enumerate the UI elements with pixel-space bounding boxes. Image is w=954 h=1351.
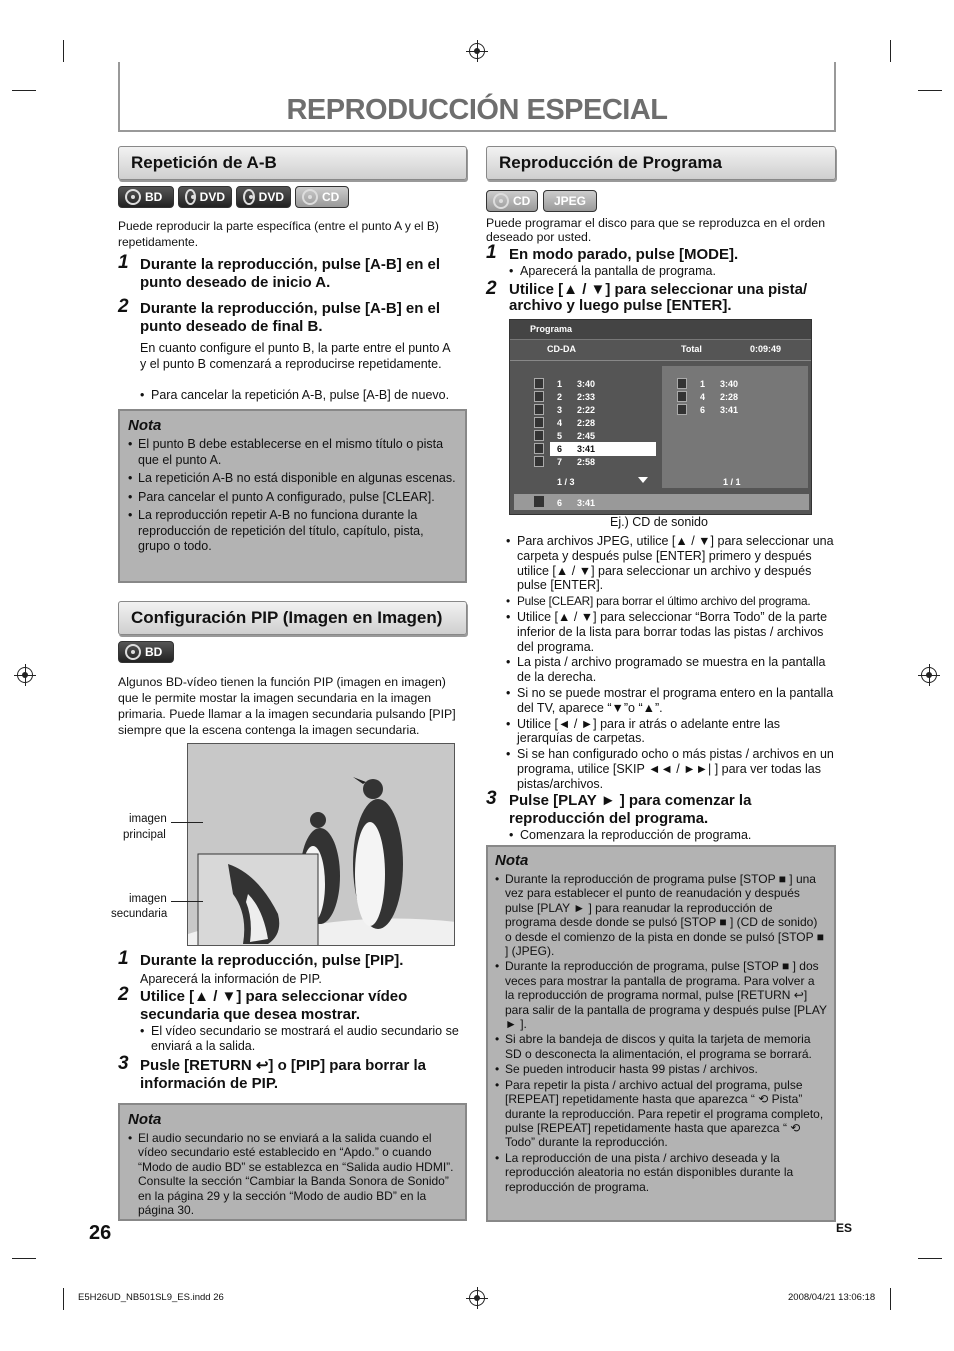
track-time: 2:28 — [720, 392, 739, 402]
track-time: 2:45 — [577, 431, 596, 441]
page-number: 26 — [89, 1222, 112, 1244]
program-bullet: • Para archivos JPEG, utilice [▲ / ▼] para seleccionar una carpeta y después pulse [ENTER] primero y después utilice [▲ / ▼] para seleccionar un archivo y después pulse [ENTER]. — [506, 534, 836, 593]
track-number: 6 — [700, 405, 706, 415]
program-bullet: • Si no se puede mostrar el programa entero en la pantalla del TV, aparece “▼”o “▲”. — [506, 686, 836, 716]
note-title: Nota — [128, 1111, 162, 1128]
registration-mark-icon — [469, 1290, 485, 1306]
note-item: • Para cancelar el punto A configurado, pulse [CLEAR]. — [128, 490, 457, 506]
note-title: Nota — [495, 852, 529, 869]
ab-step-1: Durante la reproducción, pulse [A-B] en el punto deseado de inicio A. — [140, 256, 441, 291]
ab-step-2-bullet: • Para cancelar la repetición A-B, pulse [A-B] de nuevo. — [140, 388, 470, 403]
track-time: 3:41 — [720, 405, 739, 415]
track-number: 7 — [557, 457, 563, 467]
step-number: 1 — [118, 252, 129, 273]
leader-line — [171, 822, 203, 823]
track-time: 2:28 — [577, 418, 596, 428]
footer-file: E5H26UD_NB501SL9_ES.indd 26 — [78, 1292, 224, 1303]
step-number: 2 — [118, 984, 129, 1005]
label-sec-2: secundaria — [111, 908, 168, 920]
screen-total-time: 0:09:49 — [750, 344, 782, 354]
crop-mark — [918, 1258, 942, 1259]
program-bullet: • Si se han configurado ocho o más pistas / archivos en un programa, utilice [SKIP ◄◄ / ►►| ] para ver todas las pistas/archivos. — [506, 747, 836, 791]
track-row[interactable] — [534, 456, 654, 469]
pip-note-box — [118, 1103, 467, 1221]
screen-bottom-time: 3:41 — [577, 498, 596, 508]
track-row[interactable] — [534, 391, 654, 404]
track-row[interactable] — [534, 404, 654, 417]
ab-note-box — [118, 409, 467, 583]
program-step-3-bullet: • Comenzara la reproducción de programa. — [509, 828, 839, 843]
step-number: 2 — [118, 296, 129, 317]
screen-disc-type: CD-DA — [547, 344, 576, 354]
section-heading-pip: Configuración PIP (Imagen en Imagen) — [118, 601, 467, 635]
ab-intro: Puede reproducir la parte específica (entre el punto A y el B) repetidamente. — [118, 219, 439, 249]
section-heading-program: Reproducción de Programa — [486, 146, 836, 180]
track-row[interactable] — [677, 391, 797, 404]
leader-line — [171, 901, 203, 902]
cd-badge: CD — [486, 190, 538, 212]
track-time: 3:41 — [577, 444, 596, 454]
crop-mark — [12, 1258, 36, 1259]
program-intro: Puede programar el disco para que se reproduzca en el orden deseado por usted. — [486, 216, 826, 244]
note-item: • Para repetir la pista / archivo actual del programa, pulse [REPEAT] repetidamente hasta que aparezca “ ⟲ Pista” durante la reproducción. Para repetir el programa completo, pulse [REPEAT] repetidamente hasta que aparezca “ ⟲ Todo” durante la reproducción. — [495, 1078, 827, 1150]
pip-step-3: Pusle [RETURN ↩] o [PIP] para borrar la información de PIP. — [140, 1057, 426, 1092]
track-row[interactable] — [534, 443, 654, 456]
bd-video-badge: BD — [118, 186, 174, 208]
program-bullet: • Utilice [◄ / ►] para ir atrás o adelante entre las jerarquías de carpetas. — [506, 717, 836, 747]
note-item: • Se pueden introducir hasta 99 pistas / archivos. — [495, 1062, 827, 1076]
note-item: • La repetición A-B no está disponible en algunas escenas. — [128, 471, 457, 487]
scroll-down-icon — [638, 477, 648, 483]
dvd-video-badge: DVD — [178, 186, 232, 208]
program-step-1-bullet: • Aparecerá la pantalla de programa. — [509, 264, 839, 279]
track-number: 2 — [557, 392, 563, 402]
label-sec-1: imagen — [129, 893, 167, 905]
crop-mark — [63, 1288, 64, 1310]
jpeg-badge: JPEG — [543, 190, 597, 212]
track-number: 3 — [557, 405, 563, 415]
label-main-1: imagen — [129, 813, 167, 825]
track-icon — [534, 404, 544, 415]
crop-mark — [890, 1288, 891, 1310]
crop-mark — [890, 40, 891, 62]
note-item: • La reproducción de una pista / archivo deseada y la reproducción aleatoria no están disponibles durante la reproducción de programa. — [495, 1151, 827, 1194]
track-number: 5 — [557, 431, 563, 441]
registration-mark-icon — [469, 43, 485, 59]
track-number: 4 — [700, 392, 706, 402]
step-number: 3 — [118, 1053, 129, 1074]
registration-mark-icon — [17, 667, 33, 683]
page-title: REPRODUCCIÓN ESPECIAL — [286, 94, 668, 126]
track-icon — [534, 417, 544, 428]
pip-step-1: Durante la reproducción, pulse [PIP]. — [140, 952, 404, 969]
bd-video-badge: BD — [118, 641, 174, 663]
track-time: 3:40 — [720, 379, 739, 389]
note-item: • La reproducción repetir A-B no funciona durante la reproducción de repetición del título, capítulo, pista, grupo o todo. — [128, 508, 457, 555]
track-icon — [677, 391, 687, 402]
pip-illustration — [187, 743, 455, 946]
track-icon — [677, 404, 687, 415]
ab-step-2-text: En cuanto configure el punto B, la parte entre el punto A y el punto B comenzará a reproducirse repetidamente. — [140, 341, 450, 371]
program-bullet: • La pista / archivo programado se muestra en la pantalla de la derecha. — [506, 655, 836, 685]
program-bullet: • Utilice [▲ / ▼] para seleccionar “Borra Todo” de la parte inferior de la lista para borrar todas las pistas / archivos del programa. — [506, 610, 836, 654]
program-step-1: En modo parado, pulse [MODE]. — [509, 246, 739, 263]
track-time: 2:22 — [577, 405, 596, 415]
note-item: • Si abre la bandeja de discos y quita la tarjeta de memoria SD o desconecta la alimentación, el programa se borrará. — [495, 1032, 827, 1061]
cd-badge: CD — [295, 186, 349, 208]
crop-mark — [918, 90, 942, 91]
pip-intro: Algunos BD-vídeo tienen la función PIP (imagen en imagen) que le permite mostar la imagen secundaria en la imagen primaria. Puede llamar a la imagen secundaria pulsando [PIP] siempre que la escena contenga la imagen secundaria. — [118, 675, 456, 737]
note-item: • El audio secundario no se enviará a la salida cuando el vídeo secundario esté establecido en “Apdo.” o cuando “Modo de audio BD” se establezca en “Salida audio HDMI”. Consulte la sección “Cambiar la Banda Sonora de Sonido” en la página 29 y la sección “Modo de audio BD” en la página 30. — [128, 1131, 457, 1217]
track-row[interactable] — [534, 430, 654, 443]
track-icon — [677, 378, 687, 389]
program-step-3: Pulse [PLAY ► ] para comenzar la reproducción del programa. — [509, 792, 752, 827]
track-row[interactable] — [534, 417, 654, 430]
note-item: • El punto B debe establecerse en el mismo título o pista que el punto A. — [128, 437, 457, 468]
note-title: Nota — [128, 417, 162, 434]
program-step-2: Utilice [▲ / ▼] para seleccionar una pista/ archivo y luego pulse [ENTER]. — [509, 281, 808, 314]
ab-step-2: Durante la reproducción, pulse [A-B] en el punto deseado de final B. — [140, 300, 441, 335]
step-number: 2 — [486, 278, 497, 299]
program-bullet: • Pulse [CLEAR] para borrar el último archivo del programa. — [506, 594, 836, 609]
track-number: 4 — [557, 418, 563, 428]
screen-caption: Ej.) CD de sonido — [610, 515, 708, 529]
program-screen — [509, 319, 812, 515]
screen-bottom-track: 6 — [557, 498, 563, 508]
program-note-box — [486, 845, 836, 1222]
screen-title: Programa — [530, 324, 573, 334]
step-number: 3 — [486, 788, 497, 809]
track-time: 3:40 — [577, 379, 596, 389]
track-row[interactable] — [534, 378, 654, 391]
track-icon — [534, 391, 544, 402]
registration-mark-icon — [921, 667, 937, 683]
language-code: ES — [836, 1221, 853, 1235]
step-number: 1 — [486, 242, 497, 263]
track-icon — [534, 430, 544, 441]
screen-page-right: 1 / 1 — [723, 477, 741, 487]
track-icon — [534, 443, 544, 454]
section-heading-ab: Repetición de A-B — [118, 146, 467, 180]
track-icon — [534, 496, 544, 507]
crop-mark — [63, 40, 64, 62]
pip-step-1-text: Aparecerá la información de PIP. — [140, 972, 322, 986]
track-number: 6 — [557, 444, 563, 454]
track-time: 2:58 — [577, 457, 596, 467]
track-row[interactable] — [677, 378, 797, 391]
dvd-vr-badge: DVD — [236, 186, 291, 208]
crop-mark — [12, 90, 36, 91]
track-number: 1 — [557, 379, 563, 389]
pip-step-2-bullet: • El vídeo secundario se mostrará el audio secundario se enviará a la salida. — [140, 1024, 470, 1054]
track-icon — [534, 456, 544, 467]
track-row[interactable] — [677, 404, 797, 417]
track-number: 1 — [700, 379, 706, 389]
label-main-2: principal — [123, 829, 166, 841]
footer-date: 2008/04/21 13:06:18 — [788, 1292, 876, 1303]
track-icon — [534, 378, 544, 389]
screen-total-label: Total — [681, 344, 702, 354]
pip-step-2: Utilice [▲ / ▼] para seleccionar vídeo secundaria que desea mostrar. — [140, 988, 408, 1023]
note-item: • Durante la reproducción de programa pulse [STOP ■ ] una vez para establecer el punto de reanudación y después pulse [PLAY ► ] para reanudar la reproducción de programa desde donde se pulsó [STOP ■ ] (CD de sonido) o desde el comienzo de la pista en donde se pulsó [STOP ■ ] (JPEG). — [495, 872, 827, 958]
step-number: 1 — [118, 948, 129, 969]
track-time: 2:33 — [577, 392, 596, 402]
screen-page-left: 1 / 3 — [557, 477, 575, 487]
note-item: • Durante la reproducción de programa, pulse [STOP ■ ] dos veces para mostrar la pantalla de programa. Para volver a la reproducción de programa normal, pulse [RETURN ↩] para salir de la pantalla de programa y después pulse [PLAY ► ]. — [495, 959, 827, 1031]
